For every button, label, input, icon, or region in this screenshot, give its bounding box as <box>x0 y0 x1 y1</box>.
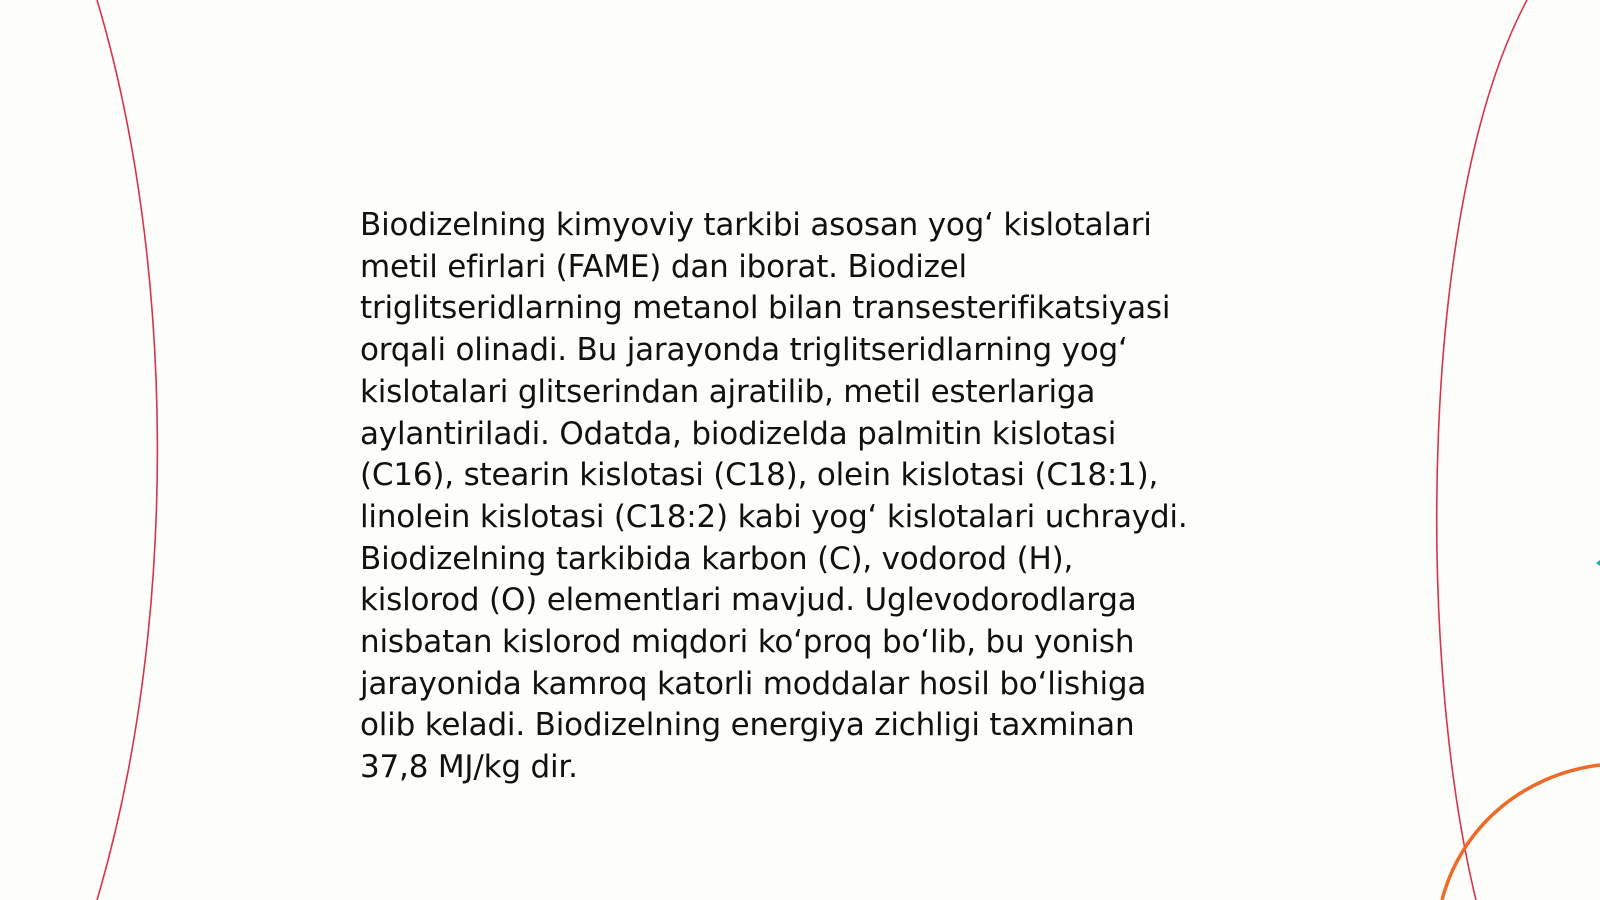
text-line: Biodizelning kimyoviy tarkibi asosan yog‘ kislotalari <box>360 207 1152 243</box>
text-line: olib keladi. Biodizelning energiya zichligi taxminan <box>360 707 1135 744</box>
left-arc <box>97 0 157 900</box>
body-text <box>360 205 1240 789</box>
orange-arc <box>1442 765 1600 900</box>
text-line: orqali olinadi. Bu jarayonda triglitseridlarning yog‘ <box>360 332 1128 369</box>
text-line: kislorod (O) elementlari mavjud. Uglevodorodlarga <box>360 582 1137 619</box>
text-line: linolein kislotasi (C18:2) kabi yog‘ kislotalari uchraydi. <box>360 498 1188 535</box>
teal-accent <box>1596 560 1600 566</box>
text-line: triglitseridlarning metanol bilan transesterifikatsiyasi <box>360 290 1171 327</box>
text-line: 37,8 MJ/kg dir. <box>360 749 578 786</box>
text-line: metil efirlari (FAME) dan iborat. Biodizel <box>360 248 967 285</box>
text-line: jarayonida kamroq katorli moddalar hosil bo‘lishiga <box>360 665 1147 702</box>
text-line: nisbatan kislorod miqdori ko‘proq bo‘lib, bu yonish <box>360 624 1135 661</box>
text-line: kislotalari glitserindan ajratilib, metil esterlariga <box>360 373 1096 410</box>
text-line: (C16), stearin kislotasi (C18), olein kislotasi (C18:1), <box>360 457 1159 494</box>
text-line: Biodizelning tarkibida karbon (C), vodorod (H), <box>360 540 1074 577</box>
text-line: aylantiriladi. Odatda, biodizelda palmitin kislotasi <box>360 415 1117 452</box>
right-arc <box>1437 0 1527 900</box>
